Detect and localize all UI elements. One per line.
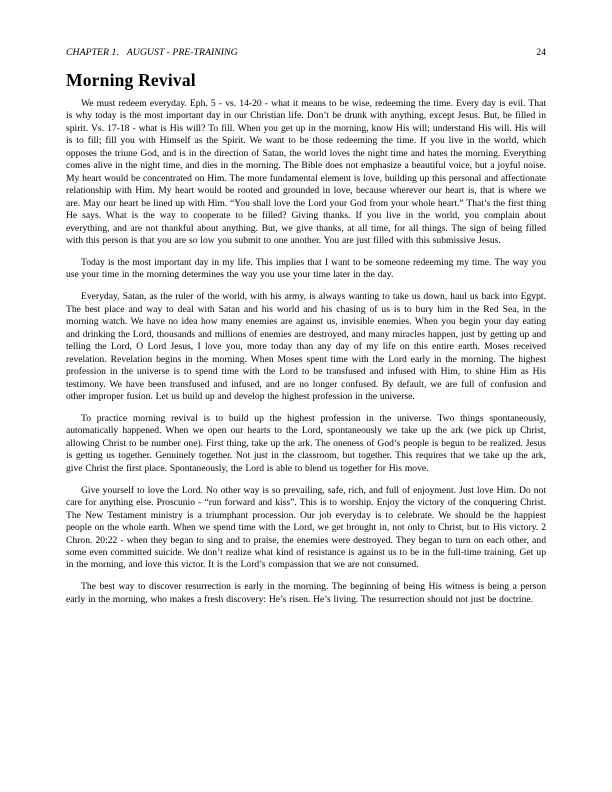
- running-header: [66, 47, 546, 58]
- body-paragraph: To practice morning revival is to build up the highest profession in the universe. Two things spontaneously, automatically happened. When we open our hearts to the Lord, spontaneously we take up the ark (we pick up Christ, allowing Christ to be number one). First thing, take up the ark. The oneness of God’s people is begun to be realized. Jesus is getting us together. Genuinely together. Not just in the classroom, but together. This requires that we take up the ark, give Christ the first place. Spontaneously, the Lord is able to blend us together for His move.: [66, 412, 546, 474]
- running-header-chapter: [66, 47, 238, 58]
- body-paragraph: Today is the most important day in my life. This implies that I want to be someone redeeming my time. The way you use your time in the morning determines the way you use your time later in the day.: [66, 256, 546, 281]
- body-paragraph: We must redeem everyday. Eph. 5 - vs. 14-20 - what it means to be wise, redeeming the time. Every day is evil. That is why today is the most important day in our Christian life. Don’t be drunk with anything, except Jesus. But, be filled in spirit. Vs. 17-18 - what is His will? To fill. When you get up in the morning, know His will; understand His will. His will is to fill; fill you with Himself as the Spirit. We want to be those redeeming the time. If you live in the world, which opposes the triune God, and is in the direction of Satan, the world loves the night time and hates the morning. Everything comes alive in the night time, and dies in the morning. The Bible does not emphasize a beautiful voice, but a joyful noise. My heart would be concentrated on Him. The more fundamental element is love, building up this personal and affectionate relationship with Him. My heart would be rooted and grounded in love, because wherever our heart is, that is where we are. May our heart be lined up with Him. “You shall love the Lord your God from your whole heart.” That’s the first thing He says. What is the way to cooperate to be filled? Giving thanks. If you live in the world, you complain about everything, and are not thankful about anything. But, we give thanks, at all time, for all things. The sign of being filled with this person is that you are so low you submit to one another. You are just filled with this submissive Jesus.: [66, 98, 546, 246]
- page-number: 24: [536, 47, 546, 58]
- body-text: [66, 98, 546, 606]
- chapter-number-label: CHAPTER 1.: [66, 47, 119, 58]
- body-paragraph: Give yourself to love the Lord. No other way is so prevailing, safe, rich, and full of enjoyment. Just love Him. Do not care for anything else. Proscunio - “run forward and kiss”. This is to worship. Enjoy the victory of the conquering Christ. The New Testament ministry is a triumphant procession. Our job everyday is to celebrate. We should be the happiest people on the whole earth. When we spend time with the Lord, we get brought in, not only to Christ, but to His victory. 2 Chron. 20:22 - when they began to sing and to praise, the enemies were destroyed. They began to turn on each other, and some even committed suicide. We don’t realize what kind of resistance is against us to be in the full-time training. Get up in the morning, and love this victor. It is the Lord’s compassion that we are not consumed.: [66, 484, 546, 571]
- page-content: [66, 47, 546, 616]
- page-title: Morning Revival: [66, 70, 196, 90]
- body-paragraph: Everyday, Satan, as the ruler of the world, with his army, is always wanting to take us down, haul us back into Egypt. The best place and way to deal with Satan and his world and his chasing of us is to bury him in the Red Sea, in the morning watch. We have no idea how many enemies are against us, invisible enemies. When you begin your day eating and drinking the Lord, thousands and millions of enemies are destroyed, and many miracles happen, just by getting up and telling the Lord, O Lord Jesus, I love you, more today than any day of my life on this entire earth. Moses received revelation. Revelation begins in the morning. When Moses spent time with the Lord early in the morning. The highest profession in the universe is to spend time with the Lord to be transfused and infused with Him, to shine Him as His testimony. We have been transfused and infused, and are no longer confused. By default, we are full of confusion and other improper fusion. Let us build up and develop the highest profession in the universe.: [66, 291, 546, 402]
- chapter-section-label: AUGUST - PRE-TRAINING: [126, 47, 238, 58]
- body-paragraph: The best way to discover resurrection is early in the morning. The beginning of being His witness is being a person early in the morning, who makes a fresh discovery: He’s risen. He’s living. The resurrection should not just be doctrine.: [66, 581, 546, 605]
